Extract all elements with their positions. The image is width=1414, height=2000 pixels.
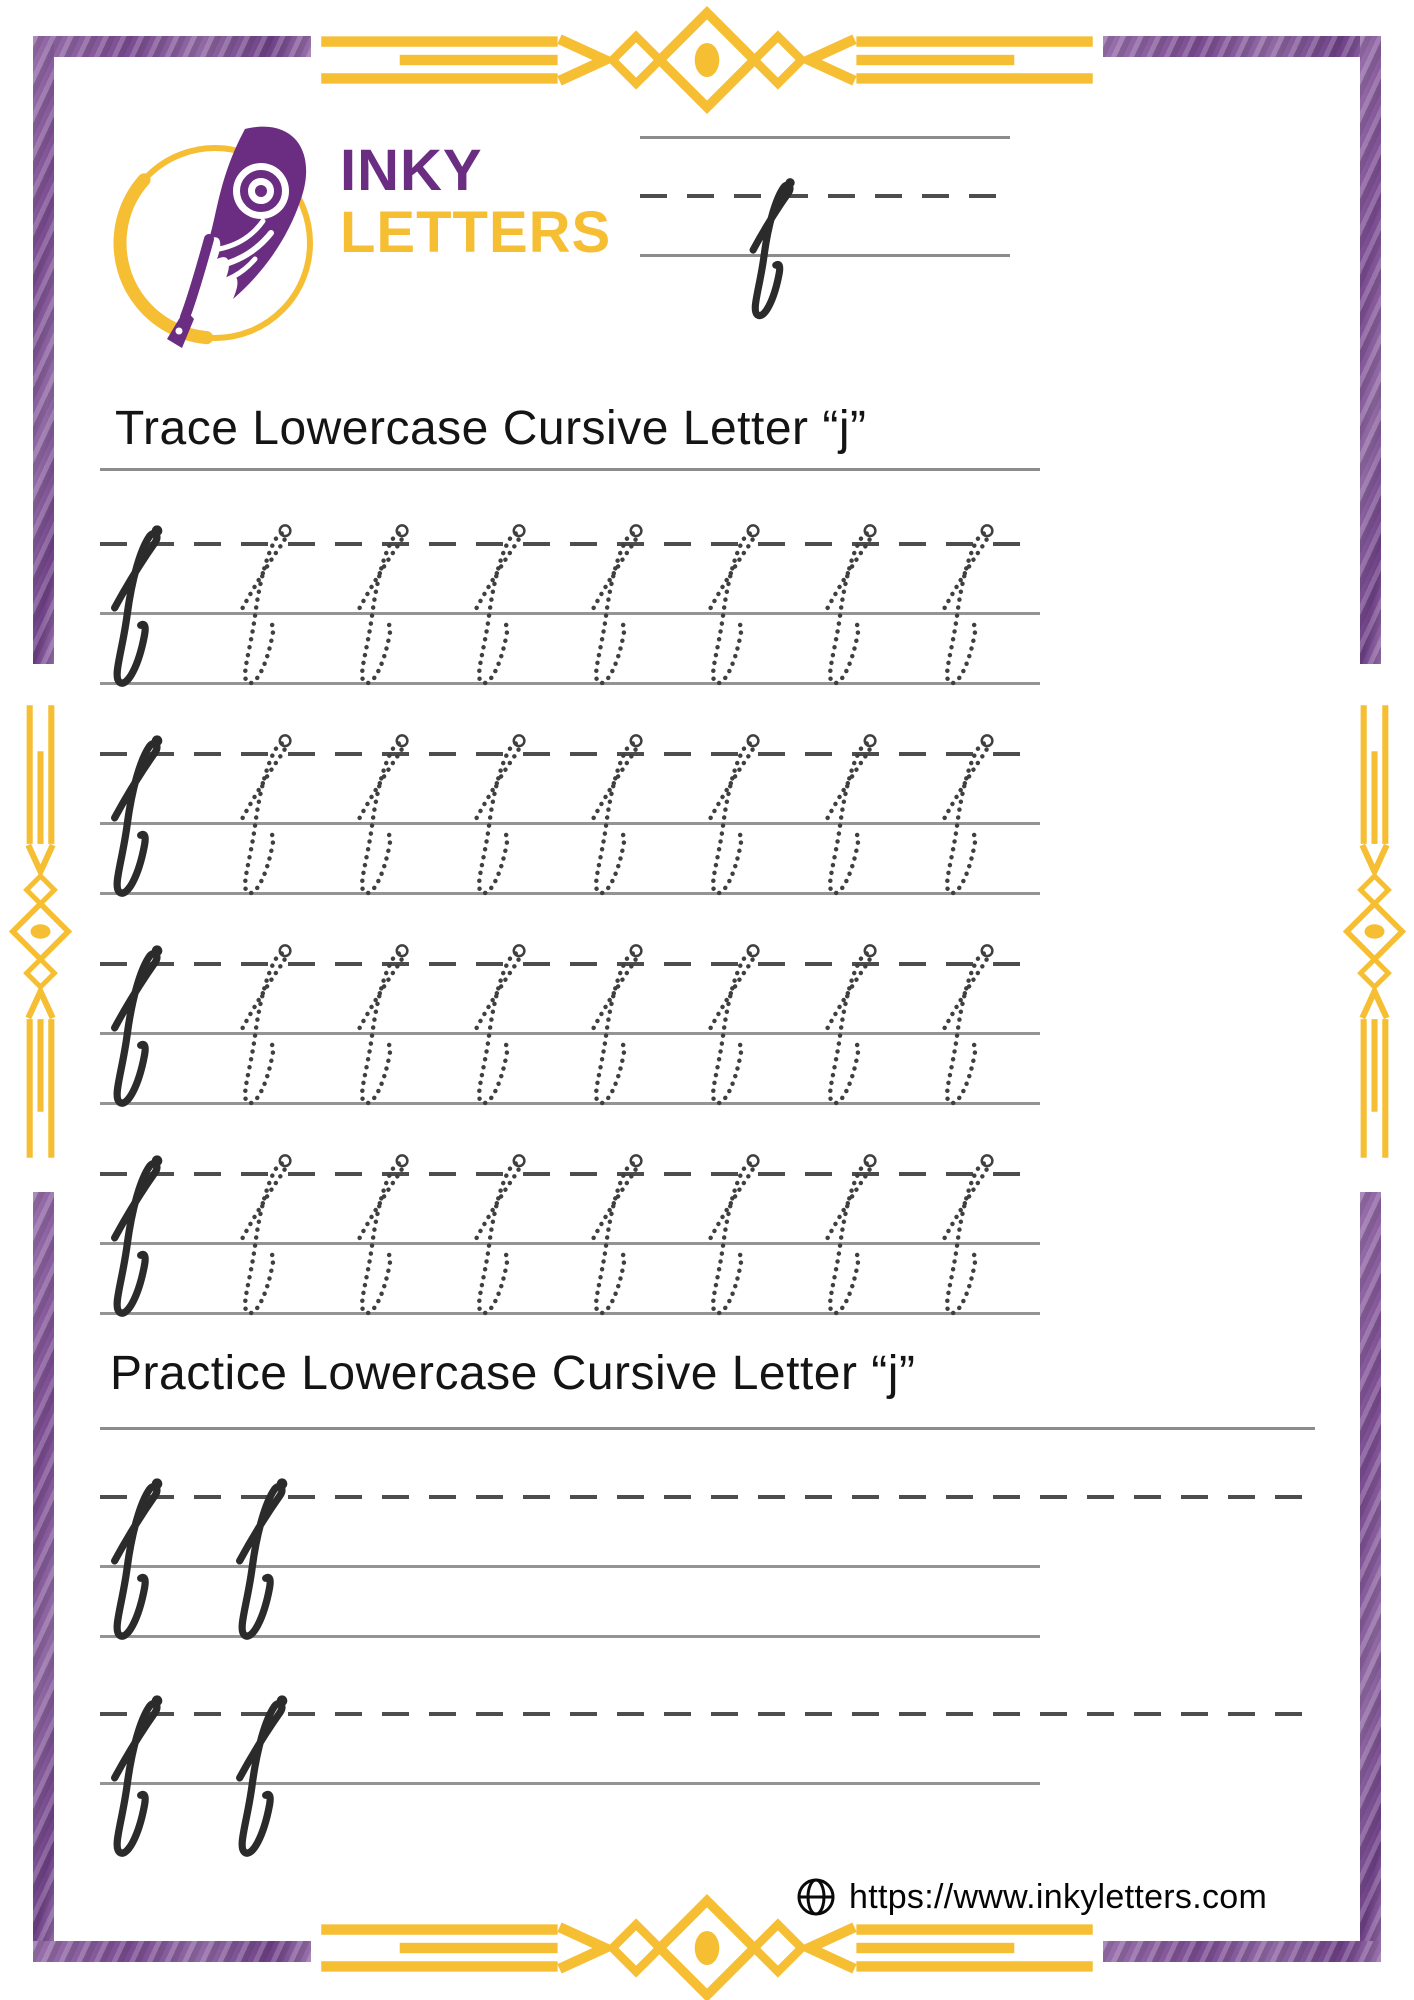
cursive-j-trace-target [815,943,902,1107]
cursive-j-trace-target [230,943,317,1107]
cursive-j-trace-target [698,523,785,687]
trace-row [100,712,1040,922]
quill-feather-logo-icon [95,115,335,365]
cursive-j-trace-target [932,733,1019,897]
trace-row [100,922,1040,1132]
cursive-j-trace-target [464,733,551,897]
cursive-j-solid [102,1693,189,1857]
trace-section-top-line [100,468,1040,471]
border-purple-bottom-left [33,1941,311,1962]
cursive-j-trace-target [932,943,1019,1107]
row-letters [100,1672,1310,1882]
cursive-j-trace-target [347,733,434,897]
footer-url[interactable]: https://www.inkyletters.com [849,1877,1268,1916]
cursive-j-solid [102,733,189,897]
cursive-j-trace-target [464,523,551,687]
practice-section-heading: Practice Lowercase Cursive Letter “j” [110,1347,916,1400]
example-baseline [640,254,1010,257]
trace-section-heading: Trace Lowercase Cursive Letter “j” [115,402,867,455]
practice-row [100,1672,1310,1882]
cursive-j-trace-target [347,1153,434,1317]
example-cursive-j [742,176,818,319]
cursive-j-trace-target [815,1153,902,1317]
trace-row [100,1132,1040,1342]
cursive-j-solid [102,523,189,687]
border-purple-left-upper [33,36,54,664]
row-letters [100,502,1040,712]
border-purple-left-lower [33,1192,54,1962]
cursive-j-trace-target [815,733,902,897]
border-purple-right-lower [1360,1192,1381,1962]
cursive-j-trace-target [347,943,434,1107]
gold-ornament-right [1344,689,1405,1174]
border-purple-top-left [33,36,311,57]
cursive-j-trace-target [347,523,434,687]
example-letter-guide [640,136,1010,326]
logo-text-inky: INKY [340,138,483,203]
practice-row [100,1455,1310,1665]
cursive-j-solid [227,1476,314,1640]
border-purple-top-right [1103,36,1381,57]
row-letters [100,922,1040,1132]
globe-icon [795,1876,837,1918]
gold-ornament-top [297,8,1117,112]
row-letters [100,1132,1040,1342]
cursive-j-trace-target [698,1153,785,1317]
cursive-j-solid [102,1476,189,1640]
cursive-j-solid [227,1693,314,1857]
cursive-j-trace-target [932,523,1019,687]
border-purple-right-upper [1360,36,1381,664]
logo-wordmark [340,140,611,264]
cursive-j-trace-target [230,733,317,897]
trace-row [100,502,1040,712]
cursive-j-trace-target [230,523,317,687]
example-mid-dashed-line [640,194,1010,198]
logo-text-letters: LETTERS [340,200,612,265]
cursive-j-trace-target [230,1153,317,1317]
row-letters [100,712,1040,922]
cursive-j-trace-target [581,523,668,687]
cursive-j-solid [102,1153,189,1317]
footer [795,1876,1267,1918]
practice-section-top-line [100,1427,1315,1430]
cursive-j-trace-target [581,1153,668,1317]
border-purple-bottom-right [1103,1941,1381,1962]
cursive-j-trace-target [464,1153,551,1317]
example-top-line [640,136,1010,139]
cursive-j-solid [102,943,189,1107]
cursive-j-trace-target [932,1153,1019,1317]
row-letters [100,1455,1310,1665]
cursive-j-trace-target [581,943,668,1107]
cursive-j-trace-target [698,943,785,1107]
cursive-j-trace-target [698,733,785,897]
cursive-j-trace-target [581,733,668,897]
cursive-j-trace-target [464,943,551,1107]
gold-ornament-left [10,689,71,1174]
cursive-j-trace-target [815,523,902,687]
